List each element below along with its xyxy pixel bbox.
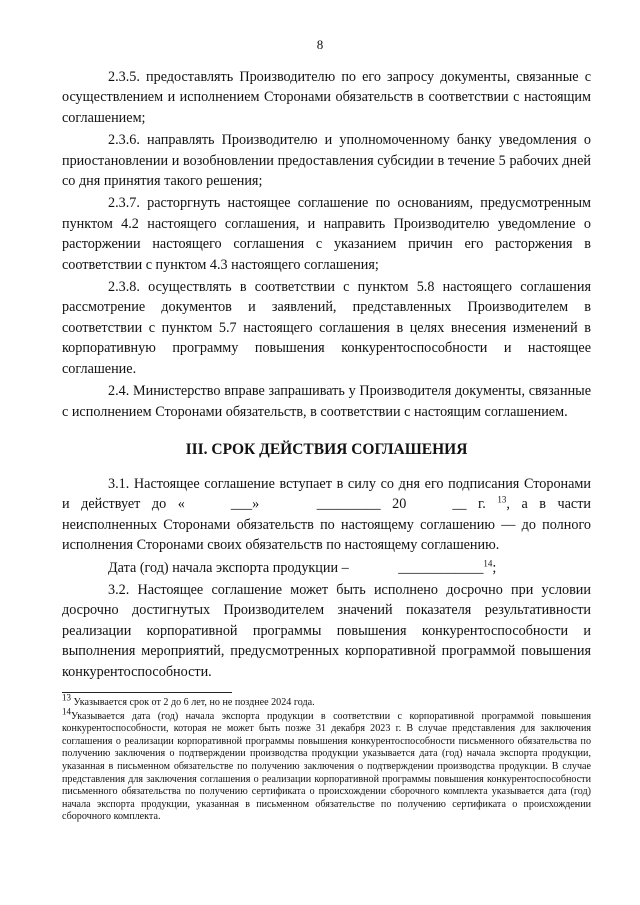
footnote-14-number: 14 [62, 706, 71, 717]
clause-2-3-5: 2.3.5. предоставлять Производителю по его запросу документы, связанные с осуществлением и исполнением Сторонами обязательств в соответствии с настоящим соглашением; [62, 69, 591, 126]
clause-3-1-mid2: 20 [380, 496, 407, 513]
clause-2-4: 2.4. Министерство вправе запрашивать у Производителя документы, связанные с исполнением Сторонами обязательств, в соответствии с настоящим соглашением. [62, 383, 591, 420]
clause-3-1-before: 3.1. Настоящее соглашение вступает в силу со дня его подписания Сторонами и действует до « [62, 475, 591, 513]
clause-2-3-6: 2.3.6. направлять Производителю и уполномоченному банку уведомления о приостановлении и возобновлении предоставления субсидии в течение 5 рабочих дней со дня принятия такого решения; [62, 132, 591, 190]
clause-2-3-8: 2.3.8. осуществлять в соответствии с пунктом 5.8 настоящего соглашения рассмотрение документов и заявлений, представленных Производителем в соответствии с пунктом 5.7 настоящего соглашения в целях внесения изменений в корпоративную программу повышения конкурентоспособности и настоящее соглашение. [62, 279, 591, 377]
document-body [62, 67, 591, 684]
footnote-13 [62, 692, 591, 710]
footnote-14-text: Указывается дата (год) начала экспорта продукции в соответствии с корпоративной программой повышения конкурентоспособности, которая не может быть позже 31 декабря 2023 г. В случае представления для заключения соглашения о реализации корпоративной программы повышения конкурентоспособности письменного обязательства по получению заключения о подтверждении производства продукции указывается дата (год) начала экспорта продукции, указанная в письменном обязательстве по получению заключения о подтверждении производства продукции. В случае представления для заключения соглашения о реализации корпоративной программы повышения конкурентоспособности письменного обязательства по получению сертификата о происхождении сборочного комплекта указывается дата (год) начала экспорта продукции, указанная в письменном обязательстве по получению сертификата о происхождении сборочного комплекта. [62, 710, 591, 823]
clause-3-1-mid3: г. [466, 496, 498, 513]
blank-month: _________ [316, 496, 381, 513]
export-date-label: Дата (год) начала экспорта продукции – [108, 559, 353, 576]
export-date-end: ; [492, 559, 497, 576]
page-number: 8 [316, 37, 324, 52]
export-date-blank: ____________ [398, 559, 484, 576]
footnote-14 [62, 706, 591, 824]
clause-3-1-mid1: » [252, 496, 271, 513]
clause-2-3-7: 2.3.7. расторгнуть настоящее соглашение по основаниям, предусмотренным пунктом 4.2 настоящего соглашения, и направить Производителю уведомление о расторжении настоящего соглашения с указанием причин его расторжения в соответствии с пунктом 4.3 настоящего соглашения; [62, 195, 591, 273]
footnote-ref-14: 14 [483, 557, 493, 568]
section-heading: III. СРОК ДЕЙСТВИЯ СОГЛАШЕНИЯ [185, 440, 468, 458]
clause-3-1-after: , а в части неисполненных Сторонами обязательств по настоящему соглашению — до полного исполнения Сторонами своих обязательств по настоящему соглашению. [62, 496, 592, 554]
footnote-13-number: 13 [62, 692, 71, 703]
footnote-13-text: Указывается срок от 2 до 6 лет, но не позднее 2024 года. [71, 697, 315, 708]
footnote-ref-13: 13 [497, 494, 507, 505]
footnote-separator [62, 692, 232, 693]
clause-3-1 [62, 474, 591, 556]
blank-year: __ [452, 496, 467, 513]
export-date-line [62, 558, 591, 578]
footnotes [62, 692, 591, 825]
clause-3-2: 3.2. Настоящее соглашение может быть исполнено досрочно при условии досрочно достигнутых Производителем значений показателя результативности реализации корпоративной программы повышения конкурентоспособности и выполнения мероприятий, предусмотренных корпоративной программой повышения конкурентоспособности. [62, 581, 591, 680]
blank-day: ___ [230, 496, 253, 513]
